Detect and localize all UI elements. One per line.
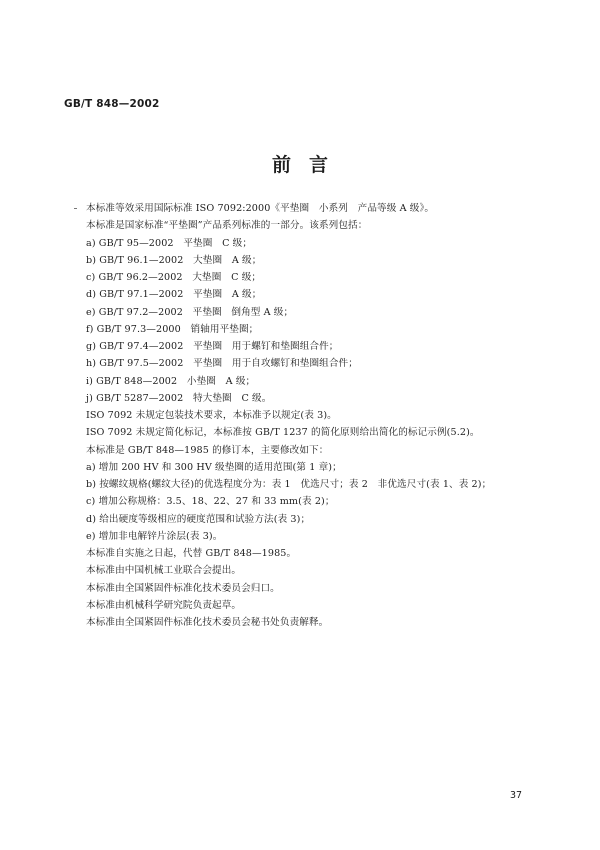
series-item: j) GB/T 5287—2002 特大垫圈 C 级。	[86, 392, 272, 404]
series-item: e) GB/T 97.2—2002 平垫圈 倒角型 A 级；	[86, 306, 294, 318]
paragraph-drafted-by: 本标准由机械科学研究院负责起草。	[86, 599, 242, 611]
margin-mark	[74, 208, 77, 209]
paragraph-series-intro: 本标准是国家标准“平垫圈”产品系列标准的一部分。该系列包括：	[86, 220, 368, 232]
series-item: f) GB/T 97.3—2000 销轴用平垫圈；	[86, 323, 259, 335]
revision-item: d) 给出硬度等级相应的硬度范围和试验方法(表 3)；	[86, 513, 311, 525]
revision-item: a) 增加 200 HV 和 300 HV 级垫圈的适用范围(第 1 章)；	[86, 461, 342, 473]
series-item: h) GB/T 97.5—2002 平垫圈 用于自攻螺钉和垫圈组合件；	[86, 358, 358, 370]
series-item: c) GB/T 96.2—2002 大垫圈 C 级；	[86, 272, 262, 283]
paragraph-replaces: 本标准自实施之日起，代替 GB/T 848—1985。	[86, 548, 297, 559]
revision-item: e) 增加非电解锌片涂层(表 3)。	[86, 530, 223, 542]
series-item: a) GB/T 95—2002 平垫圈 C 级；	[86, 237, 253, 249]
paragraph-proposed-by: 本标准由中国机械工业联合会提出。	[86, 565, 242, 577]
paragraph-packaging: ISO 7092 未规定包装技术要求，本标准予以规定(表 3)。	[86, 410, 337, 421]
paragraph-revision-intro: 本标准是 GB/T 848—1985 的修订本，主要修改如下：	[86, 444, 329, 456]
page-number: 37	[510, 790, 523, 801]
page-title: 前言	[271, 154, 346, 176]
series-item: b) GB/T 96.1—2002 大垫圈 A 级；	[86, 254, 262, 266]
paragraph-adoption: 本标准等效采用国际标准 ISO 7092:2000《平垫圈 小系列 产品等级 A 级》。	[86, 203, 435, 214]
revision-item: c) 增加公称规格：3.5、18、22、27 和 33 mm(表 2)；	[86, 496, 335, 508]
foreword-body	[86, 200, 546, 631]
series-item: g) GB/T 97.4—2002 平垫圈 用于螺钉和垫圈组合件；	[86, 341, 339, 352]
series-item: i) GB/T 848—2002 小垫圈 A 级；	[86, 375, 256, 387]
revision-item: b) 按螺纹规格(螺纹大径)的优选程度分为：表 1 优选尺寸；表 2 非优选尺寸(表 1、表 2)；	[86, 479, 492, 490]
series-item: d) GB/T 97.1—2002 平垫圈 A 级；	[86, 289, 262, 301]
standard-code-header: GB/T 848—2002	[64, 98, 160, 110]
paragraph-managed-by: 本标准由全国紧固件标准化技术委员会归口。	[86, 582, 280, 594]
paragraph-interpreted-by: 本标准由全国紧固件标准化技术委员会秘书处负责解释。	[86, 617, 329, 628]
paragraph-marking: ISO 7092 未规定简化标记，本标准按 GB/T 1237 的简化原则给出简化的标记示例(5.2)。	[86, 427, 480, 439]
